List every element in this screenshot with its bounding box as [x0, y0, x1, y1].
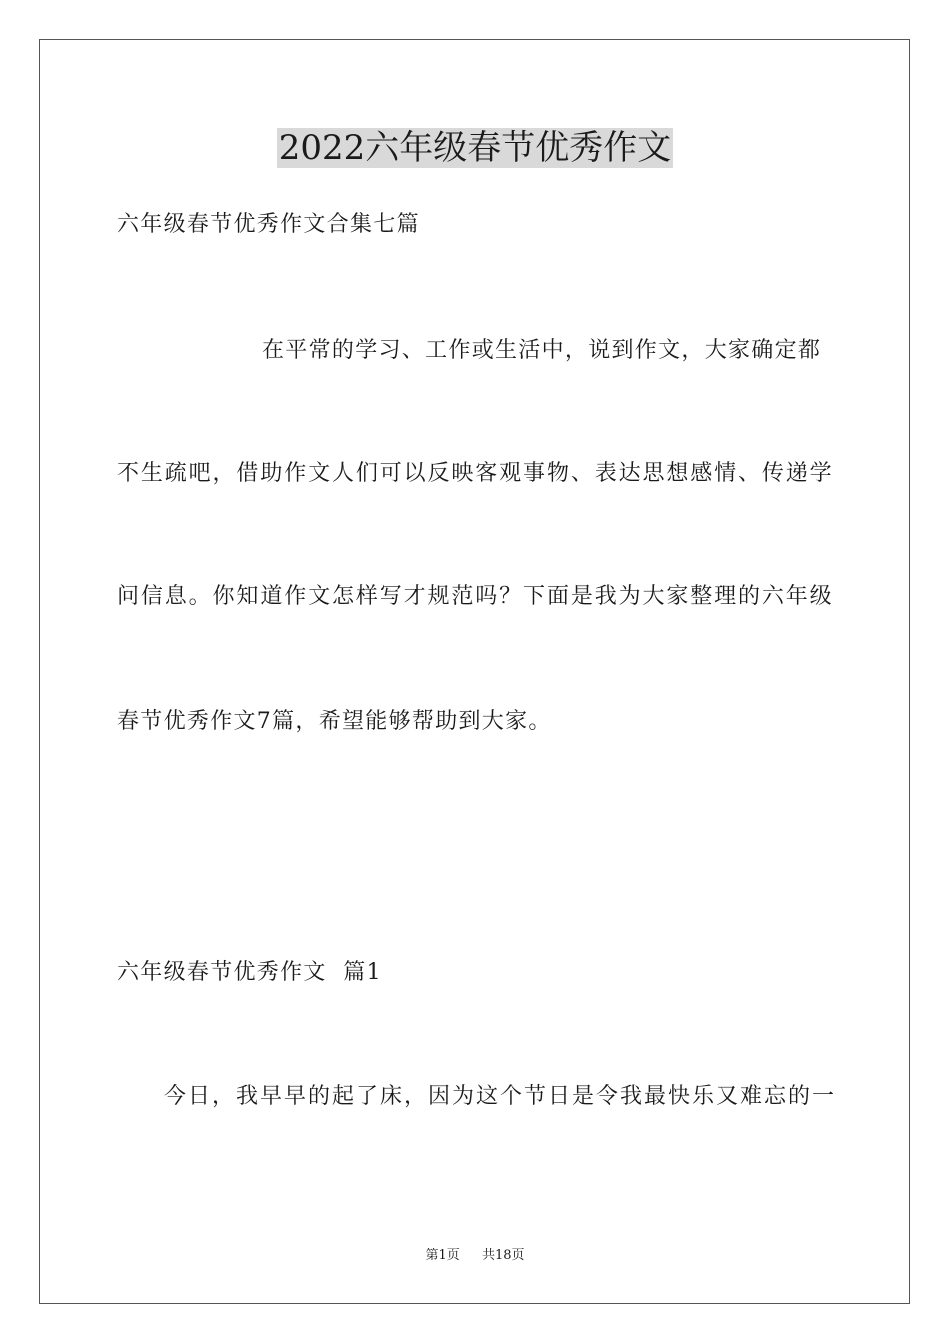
intro-paragraph-line-2: 不生疏吧，借助作文人们可以反映客观事物、表达思想感情、传递学	[117, 461, 833, 486]
intro-paragraph-line-3: 问信息。你知道作文怎样写才规范吗？下面是我为大家整理的六年级	[117, 584, 833, 609]
essay-paragraph-line-1: 今日，我早早的起了床，因为这个节日是令我最快乐又难忘的一	[164, 1084, 837, 1109]
intro-paragraph-line-1: 在平常的学习、工作或生活中，说到作文，大家确定都	[262, 338, 822, 363]
collection-subtitle: 六年级春节优秀作文合集七篇	[117, 212, 420, 237]
document-title	[0, 126, 950, 170]
page-total: 共18页	[482, 1248, 525, 1263]
page-number: 第1页	[425, 1248, 460, 1263]
document-title-text: 2022六年级春节优秀作文	[278, 128, 672, 168]
page-footer	[0, 1247, 950, 1265]
section-heading: 六年级春节优秀作文 篇1	[117, 960, 382, 985]
intro-paragraph-line-4: 春节优秀作文7篇，希望能够帮助到大家。	[117, 709, 552, 734]
